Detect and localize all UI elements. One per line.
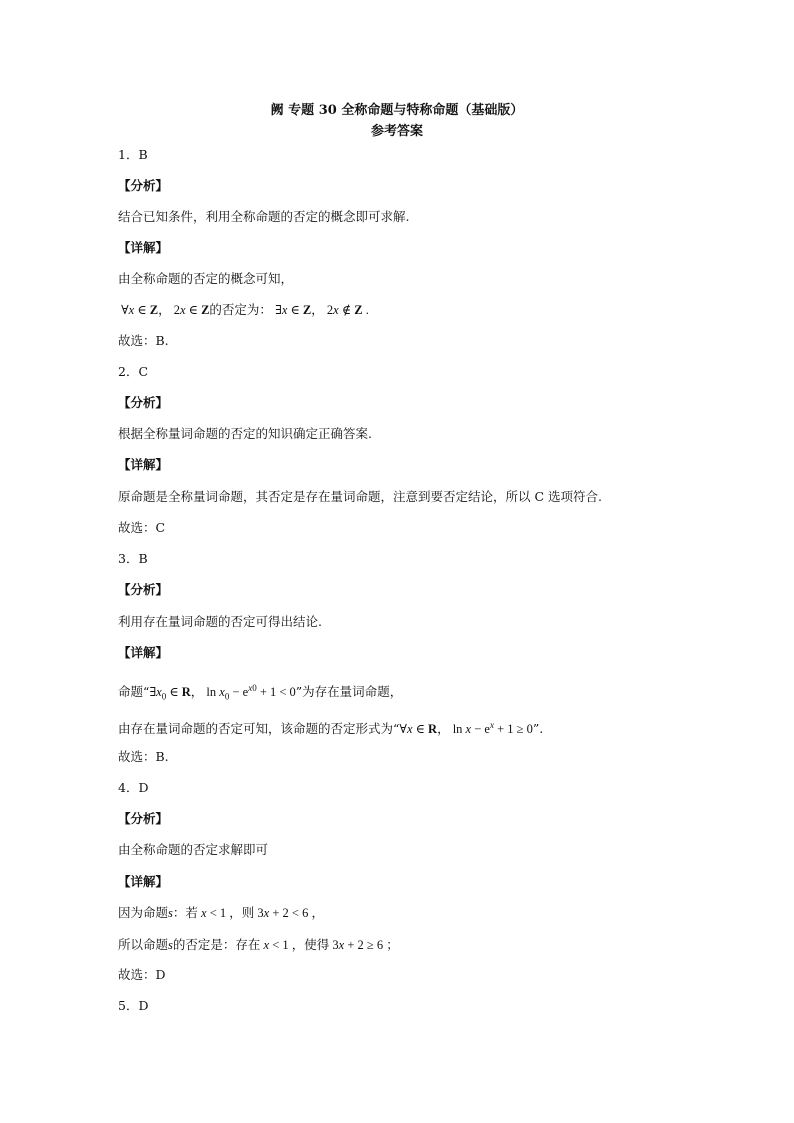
q4-answer-number: 4．D (118, 780, 149, 795)
q4-math-s2: s (168, 938, 173, 952)
q4-detail-line-1 (118, 905, 324, 921)
q4-analysis-text: 由全称命题的否定求解即可 (118, 842, 269, 857)
q1-math-forall: ∀x ∈ Z， 2x ∈ Z (118, 303, 210, 317)
q4-d1-d: ， (311, 905, 324, 920)
q4-analysis-tag: 【分析】 (118, 811, 169, 826)
q2-conclusion: 故选：C (118, 520, 166, 535)
q1-analysis-tag: 【分析】 (118, 178, 169, 193)
q2-analysis-tag: 【分析】 (118, 395, 169, 410)
q4-d2-b: 的否定是：存在 (172, 937, 261, 952)
q1-answer-number: 1．B (118, 147, 148, 162)
q2-detail-tag: 【详解】 (118, 457, 169, 472)
q4-d1-b: ：若 (172, 905, 198, 920)
document-title: 阙 专题 30 全称命题与特称命题（基础版） (270, 103, 524, 118)
q3-math-forall: ∀x ∈ R， $\ln x - e^x + 1 \ge 0$ (399, 720, 533, 737)
q4-d2-a: 所以命题 (118, 937, 169, 952)
q1-analysis-text: 结合已知条件，利用全称命题的否定的概念即可求解. (118, 209, 410, 224)
q1-math-exists: ∃x ∈ Z， 2x ∉ Z . (271, 303, 369, 317)
document-subtitle: 参考答案 (370, 124, 423, 139)
q1-detail-line-2-text: 的否定为： (209, 302, 272, 317)
q3-detail-line-1 (118, 680, 402, 705)
q4-d2-c: ，使得 (291, 937, 330, 952)
q2-answer-number: 2．C (118, 364, 149, 379)
q3-math-exists: $\exists x_0$ ∈ R， $\ln x_0 - e^{x0} + 1 < 0$ (149, 683, 296, 702)
q4-detail-line-2 (118, 937, 399, 953)
q4-d1-c: ，则 (229, 905, 255, 920)
q4-math-cond2: x < 1 (263, 938, 292, 952)
q4-math-concl2: 3x + 2 ≥ 6 (329, 938, 387, 952)
q3-analysis-tag: 【分析】 (118, 582, 169, 597)
q1-conclusion: 故选：B. (118, 333, 169, 348)
q3-detail-line-1-pre: 命题“ (118, 684, 150, 700)
q3-detail-line-2-pre: 由存在量词命题的否定可知，该命题的否定形式为“ (118, 721, 400, 737)
q4-math-concl: 3x + 2 < 6 (254, 906, 312, 920)
q4-d2-d: ； (386, 937, 399, 952)
q1-detail-line-1: 由全称命题的否定的概念可知， (118, 271, 294, 286)
q4-math-s: s (168, 906, 173, 920)
q4-detail-tag: 【详解】 (118, 874, 169, 889)
q3-detail-tag: 【详解】 (118, 645, 169, 660)
q2-analysis-text: 根据全称量词命题的否定的知识确定正确答案. (118, 426, 372, 441)
q5-answer-number: 5．D (118, 998, 149, 1013)
q2-detail-line-1: 原命题是全称量词命题，其否定是存在量词命题，注意到要否定结论，所以 C 选项符合. (118, 489, 602, 504)
q3-detail-line-2-post: ”. (532, 721, 544, 737)
q4-d1-a: 因为命题 (118, 905, 169, 920)
q4-math-cond: x < 1 (201, 906, 230, 920)
q3-conclusion: 故选：B. (118, 749, 169, 764)
q1-detail-line-2 (118, 302, 369, 318)
q3-detail-line-1-post: ”为存在量词命题， (295, 684, 403, 700)
q4-conclusion: 故选：D (118, 967, 166, 982)
q3-answer-number: 3．B (118, 551, 148, 566)
q3-analysis-text: 利用存在量词命题的否定可得出结论. (118, 614, 322, 629)
q3-detail-line-2 (118, 717, 543, 737)
q1-detail-tag: 【详解】 (118, 240, 169, 255)
